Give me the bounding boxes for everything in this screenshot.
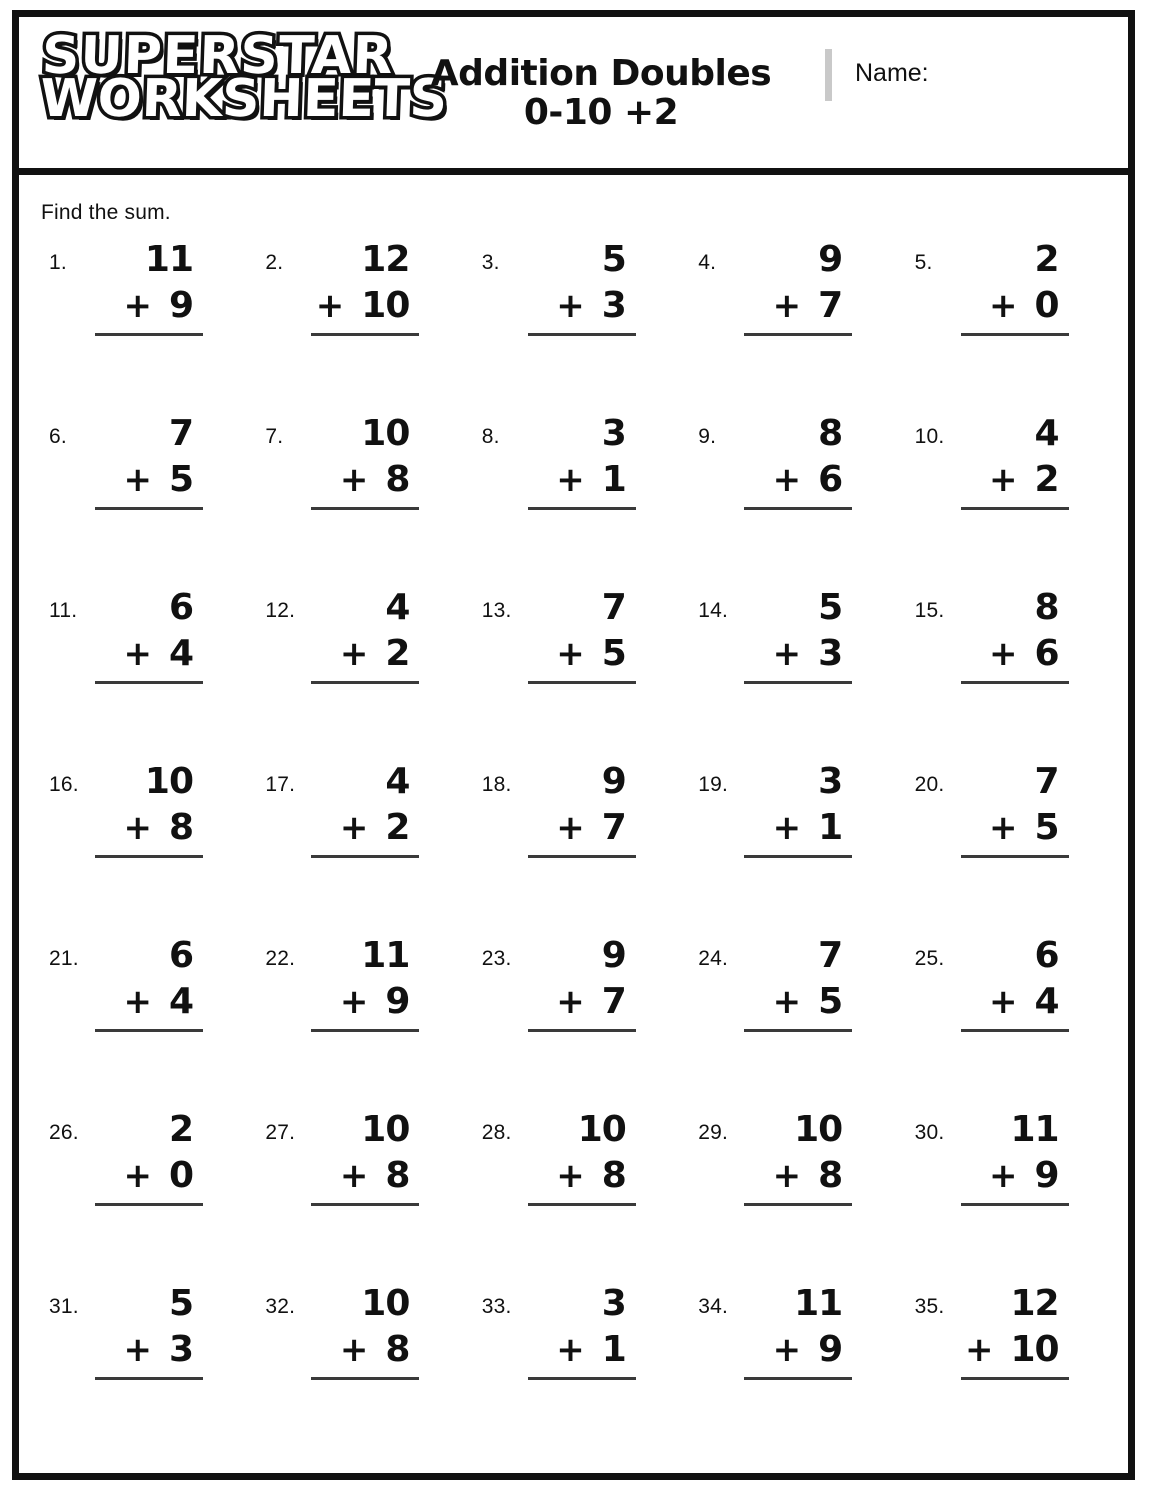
problem-stack: [734, 239, 860, 336]
plus-operator: +: [556, 634, 584, 674]
addend-bottom: 2: [1034, 459, 1059, 500]
addend-bottom: 9: [385, 981, 410, 1022]
problem-number: 28.: [481, 1121, 512, 1144]
addend-bottom-row: [951, 1155, 1077, 1201]
plus-operator: +: [123, 286, 151, 326]
plus-operator: +: [123, 982, 151, 1022]
problem-number: 13.: [481, 599, 512, 622]
addend-top: 2: [168, 1109, 193, 1150]
plus-operator: +: [123, 460, 151, 500]
problem-number: 27.: [265, 1121, 296, 1144]
addend-bottom: 5: [818, 981, 843, 1022]
addend-top: 12: [1010, 1283, 1059, 1324]
problem-stack: [734, 413, 860, 510]
addend-bottom-row: [734, 981, 860, 1027]
page-title: [401, 55, 801, 133]
addend-bottom: 8: [168, 807, 193, 848]
problem-cell: [903, 933, 1119, 1107]
answer-line[interactable]: [744, 507, 852, 510]
plus-operator: +: [339, 460, 368, 500]
problem-number: 15.: [914, 599, 945, 622]
answer-line[interactable]: [95, 681, 203, 684]
problem-cell: [903, 1281, 1119, 1455]
addend-top: 10: [144, 761, 193, 802]
problem-cell: [37, 933, 253, 1107]
addend-bottom: 10: [361, 285, 410, 326]
plus-operator: +: [123, 1330, 151, 1370]
addend-bottom: 4: [1034, 981, 1059, 1022]
addend-bottom: 9: [168, 285, 193, 326]
problem-cell: [37, 585, 253, 759]
problem-stack: [301, 239, 427, 336]
plus-operator: +: [772, 1330, 801, 1370]
addend-bottom: 4: [168, 981, 193, 1022]
problem-cell: [253, 237, 469, 411]
addend-bottom-row: [518, 285, 644, 331]
addend-top: 5: [601, 239, 626, 280]
problem-number: 32.: [265, 1295, 296, 1318]
addend-bottom: 4: [168, 633, 193, 674]
answer-line[interactable]: [744, 333, 852, 336]
problem-cell: [686, 411, 902, 585]
worksheet-header: [19, 17, 1128, 175]
problem-stack: [518, 413, 644, 510]
addend-bottom: 6: [1034, 633, 1059, 674]
addend-bottom-row: [951, 1329, 1077, 1375]
problem-cell: [37, 1281, 253, 1455]
answer-line[interactable]: [95, 855, 203, 858]
superstar-worksheets-logo: [39, 26, 449, 129]
problem-stack: [951, 761, 1077, 858]
answer-line[interactable]: [961, 1377, 1069, 1380]
plus-operator: +: [989, 634, 1017, 674]
problem-number: 5.: [914, 251, 933, 274]
addend-bottom: 10: [1010, 1329, 1059, 1370]
problem-cell: [37, 411, 253, 585]
addend-top: 12: [361, 239, 410, 280]
answer-line[interactable]: [95, 507, 203, 510]
addend-top: 10: [794, 1109, 843, 1150]
plus-operator: +: [989, 808, 1017, 848]
problem-number: 20.: [914, 773, 945, 796]
problem-stack: [85, 1283, 211, 1380]
addend-bottom-row: [734, 633, 860, 679]
answer-line[interactable]: [311, 333, 419, 336]
addend-top: 3: [601, 1283, 626, 1324]
addend-bottom-row: [734, 807, 860, 853]
name-field-label: Name:: [855, 59, 929, 87]
addend-bottom: 2: [385, 633, 410, 674]
addend-bottom-row: [301, 807, 427, 853]
addend-top: 9: [601, 761, 626, 802]
problem-stack: [85, 761, 211, 858]
problem-stack: [85, 239, 211, 336]
problem-number: 24.: [698, 947, 728, 970]
answer-line[interactable]: [528, 681, 636, 684]
logo-line-superstar: SUPERSTAR: [40, 26, 395, 86]
problem-cell: [253, 933, 469, 1107]
addend-bottom-row: [518, 1329, 644, 1375]
plus-operator: +: [772, 1156, 801, 1196]
plus-operator: +: [556, 808, 584, 848]
addend-bottom: 9: [1034, 1155, 1059, 1196]
addend-bottom: 5: [601, 633, 626, 674]
plus-operator: +: [123, 634, 151, 674]
problem-number: 33.: [481, 1295, 512, 1318]
addend-bottom-row: [951, 285, 1077, 331]
addend-bottom-row: [301, 1155, 427, 1201]
problem-cell: [470, 411, 686, 585]
problem-stack: [518, 1283, 644, 1380]
problem-cell: [903, 237, 1119, 411]
problem-number: 26.: [49, 1121, 79, 1144]
problem-cell: [903, 1107, 1119, 1281]
problem-number: 17.: [265, 773, 296, 796]
addend-bottom-row: [85, 285, 211, 331]
problem-stack: [951, 587, 1077, 684]
answer-line[interactable]: [311, 1203, 419, 1206]
addend-bottom: 7: [601, 807, 626, 848]
problem-stack: [734, 1283, 860, 1380]
problem-number: 35.: [914, 1295, 945, 1318]
problem-stack: [951, 935, 1077, 1032]
plus-operator: +: [989, 1156, 1017, 1196]
page-title-line-2: 0-10 +2: [523, 91, 679, 133]
problem-stack: [85, 587, 211, 684]
problem-stack: [734, 761, 860, 858]
addend-bottom-row: [301, 285, 427, 331]
problem-stack: [301, 413, 427, 510]
answer-line[interactable]: [528, 333, 636, 336]
addend-bottom-row: [85, 1155, 211, 1201]
problem-cell: [253, 411, 469, 585]
plus-operator: +: [556, 460, 584, 500]
answer-line[interactable]: [528, 1029, 636, 1032]
problem-stack: [734, 935, 860, 1032]
problem-cell: [470, 237, 686, 411]
addend-top: 2: [1034, 239, 1059, 280]
addend-bottom-row: [951, 633, 1077, 679]
answer-line[interactable]: [744, 1203, 852, 1206]
addend-top: 11: [1010, 1109, 1059, 1150]
problem-cell: [686, 933, 902, 1107]
worksheet-page: [12, 10, 1135, 1480]
problem-cell: [686, 585, 902, 759]
problem-cell: [253, 1281, 469, 1455]
problem-number: 10.: [914, 425, 945, 448]
problem-stack: [951, 413, 1077, 510]
problem-stack: [301, 761, 427, 858]
instruction-text: Find the sum.: [41, 201, 171, 224]
addend-top: 8: [1034, 587, 1059, 628]
problem-stack: [301, 587, 427, 684]
addend-bottom-row: [518, 459, 644, 505]
addend-top: 6: [1034, 935, 1059, 976]
addend-bottom: 1: [601, 459, 626, 500]
addend-bottom-row: [518, 633, 644, 679]
problem-cell: [37, 1107, 253, 1281]
addend-bottom-row: [734, 1155, 860, 1201]
plus-operator: +: [339, 808, 368, 848]
answer-line[interactable]: [961, 507, 1069, 510]
answer-line[interactable]: [95, 1377, 203, 1380]
addend-bottom: 3: [601, 285, 626, 326]
answer-line[interactable]: [744, 855, 852, 858]
problem-cell: [470, 933, 686, 1107]
problem-stack: [301, 1283, 427, 1380]
addend-bottom-row: [951, 981, 1077, 1027]
addend-top: 11: [794, 1283, 843, 1324]
plus-operator: +: [772, 808, 801, 848]
problem-number: 23.: [481, 947, 512, 970]
problem-number: 25.: [914, 947, 945, 970]
answer-line[interactable]: [961, 1029, 1069, 1032]
problem-cell: [686, 1107, 902, 1281]
addend-top: 5: [818, 587, 843, 628]
answer-line[interactable]: [311, 855, 419, 858]
addend-top: 11: [144, 239, 193, 280]
addend-bottom: 8: [601, 1155, 626, 1196]
addend-bottom: 5: [1034, 807, 1059, 848]
answer-line[interactable]: [528, 1203, 636, 1206]
plus-operator: +: [772, 286, 801, 326]
problem-cell: [686, 1281, 902, 1455]
addend-bottom-row: [85, 459, 211, 505]
addend-top: 4: [1034, 413, 1059, 454]
problem-number: 2.: [265, 251, 284, 274]
problem-cell: [470, 585, 686, 759]
plus-operator: +: [772, 634, 801, 674]
problem-number: 9.: [698, 425, 717, 448]
answer-line[interactable]: [311, 1029, 419, 1032]
answer-line[interactable]: [311, 1377, 419, 1380]
plus-operator: +: [123, 808, 151, 848]
addend-bottom: 6: [818, 459, 843, 500]
problem-number: 19.: [698, 773, 728, 796]
addend-top: 5: [168, 1283, 193, 1324]
addend-top: 6: [168, 935, 193, 976]
addend-bottom-row: [301, 459, 427, 505]
problem-stack: [951, 239, 1077, 336]
answer-line[interactable]: [311, 681, 419, 684]
addend-top: 8: [818, 413, 843, 454]
addend-top: 10: [361, 1109, 410, 1150]
problem-cell: [903, 759, 1119, 933]
addend-top: 7: [1034, 761, 1059, 802]
addend-bottom: 0: [1034, 285, 1059, 326]
plus-operator: +: [556, 286, 584, 326]
addend-top: 9: [818, 239, 843, 280]
problem-stack: [518, 239, 644, 336]
plus-operator: +: [123, 1156, 151, 1196]
problem-stack: [734, 587, 860, 684]
addend-bottom: 8: [385, 1155, 410, 1196]
problem-number: 22.: [265, 947, 296, 970]
problem-cell: [253, 759, 469, 933]
problem-stack: [951, 1283, 1077, 1380]
plus-operator: +: [989, 460, 1017, 500]
problem-stack: [951, 1109, 1077, 1206]
addend-bottom-row: [951, 459, 1077, 505]
addend-bottom-row: [301, 1329, 427, 1375]
answer-line[interactable]: [961, 333, 1069, 336]
problem-cell: [253, 585, 469, 759]
addend-top: 4: [385, 761, 410, 802]
problem-stack: [518, 587, 644, 684]
addend-bottom-row: [734, 285, 860, 331]
addend-bottom-row: [301, 633, 427, 679]
addend-bottom-row: [518, 1155, 644, 1201]
plus-operator: +: [989, 982, 1017, 1022]
problem-cell: [470, 1281, 686, 1455]
problem-number: 7.: [265, 425, 284, 448]
addend-bottom: 3: [168, 1329, 193, 1370]
problem-number: 11.: [49, 599, 78, 622]
addend-top: 7: [601, 587, 626, 628]
answer-line[interactable]: [961, 681, 1069, 684]
answer-line[interactable]: [744, 681, 852, 684]
addend-bottom: 8: [385, 1329, 410, 1370]
problem-number: 31.: [49, 1295, 79, 1318]
addend-bottom: 2: [385, 807, 410, 848]
answer-line[interactable]: [528, 855, 636, 858]
problem-cell: [470, 759, 686, 933]
plus-operator: +: [339, 634, 368, 674]
plus-operator: +: [772, 460, 801, 500]
plus-operator: +: [556, 1330, 584, 1370]
problem-number: 30.: [914, 1121, 945, 1144]
problem-cell: [37, 237, 253, 411]
problem-stack: [85, 1109, 211, 1206]
answer-line[interactable]: [528, 1377, 636, 1380]
plus-operator: +: [339, 982, 368, 1022]
plus-operator: +: [989, 286, 1017, 326]
problem-number: 34.: [698, 1295, 728, 1318]
problem-number: 6.: [49, 425, 67, 448]
answer-line[interactable]: [744, 1377, 852, 1380]
addend-bottom: 8: [385, 459, 410, 500]
problem-cell: [903, 411, 1119, 585]
addend-top: 10: [577, 1109, 626, 1150]
problem-cell: [37, 759, 253, 933]
addend-top: 6: [168, 587, 193, 628]
addend-bottom: 3: [818, 633, 843, 674]
addend-top: 9: [601, 935, 626, 976]
problem-stack: [518, 1109, 644, 1206]
problem-cell: [253, 1107, 469, 1281]
addend-bottom: 8: [818, 1155, 843, 1196]
addend-top: 7: [168, 413, 193, 454]
addend-top: 11: [361, 935, 410, 976]
problem-cell: [686, 237, 902, 411]
plus-operator: +: [339, 1330, 368, 1370]
problem-number: 3.: [481, 251, 500, 274]
header-divider: [825, 49, 832, 101]
addend-bottom-row: [951, 807, 1077, 853]
problem-stack: [301, 1109, 427, 1206]
addend-bottom: 7: [818, 285, 843, 326]
problem-number: 8.: [481, 425, 500, 448]
problem-stack: [518, 935, 644, 1032]
plus-operator: +: [964, 1330, 993, 1370]
answer-line[interactable]: [95, 1203, 203, 1206]
problem-stack: [85, 413, 211, 510]
answer-line[interactable]: [961, 855, 1069, 858]
problem-cell: [470, 1107, 686, 1281]
addend-bottom-row: [85, 633, 211, 679]
addend-bottom-row: [85, 1329, 211, 1375]
plus-operator: +: [556, 1156, 584, 1196]
problem-number: 14.: [698, 599, 728, 622]
addend-bottom: 1: [601, 1329, 626, 1370]
answer-line[interactable]: [95, 333, 203, 336]
addend-bottom: 1: [818, 807, 843, 848]
addend-bottom-row: [301, 981, 427, 1027]
logo-line-worksheets: WORKSHEETS: [39, 68, 449, 129]
addend-top: 3: [601, 413, 626, 454]
addend-top: 4: [385, 587, 410, 628]
addend-bottom-row: [734, 459, 860, 505]
addend-bottom-row: [85, 807, 211, 853]
problem-number: 18.: [481, 773, 512, 796]
problem-number: 16.: [49, 773, 79, 796]
addend-top: 3: [818, 761, 843, 802]
answer-line[interactable]: [311, 507, 419, 510]
problem-stack: [85, 935, 211, 1032]
plus-operator: +: [315, 286, 344, 326]
plus-operator: +: [772, 982, 801, 1022]
addend-bottom-row: [518, 981, 644, 1027]
answer-line[interactable]: [744, 1029, 852, 1032]
answer-line[interactable]: [961, 1203, 1069, 1206]
addend-bottom: 0: [168, 1155, 193, 1196]
addend-top: 10: [361, 413, 410, 454]
answer-line[interactable]: [528, 507, 636, 510]
plus-operator: +: [339, 1156, 368, 1196]
addend-top: 10: [361, 1283, 410, 1324]
problem-number: 29.: [698, 1121, 728, 1144]
problem-number: 21.: [49, 947, 79, 970]
addend-top: 7: [818, 935, 843, 976]
problem-cell: [686, 759, 902, 933]
answer-line[interactable]: [95, 1029, 203, 1032]
addend-bottom: 7: [601, 981, 626, 1022]
problem-grid: [37, 237, 1119, 1455]
addend-bottom: 9: [818, 1329, 843, 1370]
addend-bottom-row: [85, 981, 211, 1027]
addend-bottom-row: [734, 1329, 860, 1375]
plus-operator: +: [556, 982, 584, 1022]
problem-cell: [903, 585, 1119, 759]
problem-stack: [518, 761, 644, 858]
problem-number: 4.: [698, 251, 717, 274]
problem-stack: [301, 935, 427, 1032]
problem-number: 1.: [49, 251, 67, 274]
problem-number: 12.: [265, 599, 296, 622]
page-title-line-1: Addition Doubles: [430, 53, 772, 94]
addend-bottom-row: [518, 807, 644, 853]
problem-stack: [734, 1109, 860, 1206]
addend-bottom: 5: [168, 459, 193, 500]
